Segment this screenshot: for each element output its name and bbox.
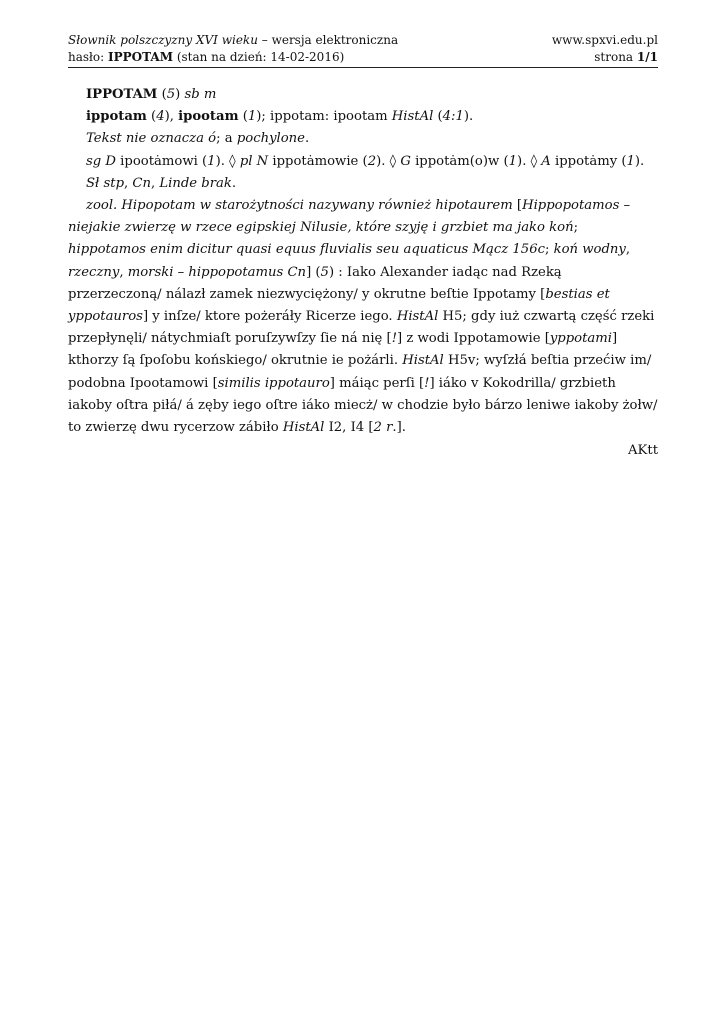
tekst-end: . <box>304 131 310 147</box>
quote-3-sic: ! <box>424 375 430 391</box>
tekst-sep: ; a <box>216 131 237 147</box>
source-histal-3: HistAl <box>282 420 325 436</box>
ref-cn: Cn <box>132 175 151 191</box>
tekst-pochylone: pochylone <box>236 131 305 147</box>
tekst-line <box>68 128 658 150</box>
author-signature: AKtt <box>628 443 658 459</box>
ref-linde: Linde brak <box>159 175 232 191</box>
ref-sep-2: , <box>151 175 160 191</box>
source-end: .]. <box>392 420 406 436</box>
source-histal-2: HistAl <box>402 353 444 369</box>
inflection-w4: ippotȧmy ( <box>550 153 627 169</box>
headword-line: IPPOTAM (5) sb m <box>86 87 217 102</box>
definition-text: zool. Hipopotam w starożytności nazywany również hipotaurem <box>86 198 517 214</box>
header-row-1 <box>68 32 658 49</box>
gloss-sep-2: ; <box>544 242 554 258</box>
inflection-e2: ). ◊ <box>376 153 401 169</box>
quote-1: ) : Iako Alexander iadąc nad Rzeką przerzeczoną/ nálazł zamek niezwyciężony/ y okrutne beſtie Ippotamy [ <box>68 264 562 302</box>
ref-sl-stp: Sł stp <box>86 175 125 191</box>
inflection-n1: 1 <box>207 153 216 169</box>
inflection-w1: ipootȧmowi ( <box>115 153 208 169</box>
inflection-e1: ). ◊ <box>215 153 240 169</box>
form-2: ipootam <box>178 109 239 125</box>
inflection-g: G <box>400 153 411 169</box>
gloss-latin: hippotamos enim dicitur quasi equus fluvialis seu aquaticus Mącz 156c <box>68 242 545 258</box>
part-of-speech: sb m <box>184 87 217 102</box>
quote-2-sic: ! <box>391 331 397 347</box>
entry-content <box>68 84 658 462</box>
source-count: 2 r <box>373 420 393 436</box>
headword: IPPOTAM <box>86 87 158 102</box>
quote-2-mid: ] z wodi Ippotamowie [ <box>397 331 550 347</box>
form-2-count: 1 <box>247 109 257 125</box>
inflection-w3: ippotȧm(o)w ( <box>410 153 509 169</box>
haslo-label: hasło: <box>68 50 109 64</box>
inflection-pl: pl N <box>239 153 269 169</box>
dictionary-title-rest: – wersja elektroniczna <box>257 33 399 47</box>
quote-1-end: ] y inſze/ ktore pożeráły Ricerze iego. <box>142 309 397 325</box>
gloss-rzeczny: rzeczny <box>68 264 120 280</box>
quote-3-end: ] iáko v Kokodrilla/ grzbieth iakoby oſtra piłá/ á zęby iego oſtre iáko miecż/ w chodzie było bárzo leniwe iakoby żołw/ to zwierzę dwu rycerzow zábiło <box>68 375 658 436</box>
page-header <box>68 32 658 66</box>
quote-3: H5v; wyſzłá beſtia przećiw im/ podobna Ipootamowi [ <box>68 353 652 391</box>
inflection-a: A <box>541 153 551 169</box>
entry-info <box>68 49 344 66</box>
forms-rest: ; ippotam: ipootam <box>261 109 392 125</box>
haslo-date: (stan na dzień: 14-02-2016) <box>173 50 345 64</box>
forms-line: ippotam (4), ipootam (1); ippotam: ipootam HistAl (4:1). <box>86 109 474 125</box>
headword-count: 5 <box>166 87 176 102</box>
inflection-n2: 2 <box>367 153 377 169</box>
dictionary-title-italic: Słownik polszczyzny XVI wieku <box>68 33 258 47</box>
form-1: ippotam <box>86 109 147 125</box>
haslo-word: IPPOTAM <box>108 50 173 64</box>
inflection-w2: ippotȧmowie ( <box>268 153 368 169</box>
inflection-e4: ). <box>634 153 645 169</box>
tekst-note: Tekst nie oznacza ó <box>86 131 217 147</box>
gloss-morski: morski – hippopotamus Cn <box>127 264 307 280</box>
inflection-sg: sg D <box>86 153 116 169</box>
form-1-count: 4 <box>156 109 165 125</box>
gloss-sep-4: , <box>119 264 128 280</box>
quote-3-gloss: similis ippotauro <box>217 375 330 391</box>
forms-location: 4:1 <box>442 109 464 125</box>
inflection-line <box>68 151 658 173</box>
source-loc: I2, I4 [ <box>324 420 374 436</box>
source-histal-1: HistAl <box>396 309 439 325</box>
header-rule <box>68 67 658 68</box>
quote-2-end: ] kthorzy ſą ſpoſobu końskiego/ okrutnie ie pożárli. <box>68 331 618 369</box>
quote-1-gloss: bestias et yppotauros <box>68 286 610 325</box>
inflection-n3: 1 <box>508 153 518 169</box>
count-open: ] ( <box>306 264 321 280</box>
definition-count: 5 <box>320 264 329 280</box>
definition-paragraph <box>68 195 658 439</box>
ref-end: . <box>231 175 237 191</box>
inflection-n4: 1 <box>626 153 635 169</box>
ref-sep-1: , <box>124 175 133 191</box>
gloss-sep-3: , <box>625 242 631 258</box>
quote-2: H5; gdy iuż czwartą część rzeki przepłynęli/ nátychmiaſt poruſzywſzy ſie ná nię [ <box>68 309 655 347</box>
gloss-maczynski: Hippopotamos – niejakie zwierzę w rzece egipskiej Nilusie, które szyję i grzbiet ma jako koń <box>68 198 631 236</box>
definition-bracket: [ <box>516 198 523 214</box>
page-number: 1/1 <box>636 50 658 64</box>
gloss-sep-1: ; <box>573 220 579 236</box>
header-row-2 <box>68 49 658 66</box>
gloss-kon-wodny: koń wodny <box>553 242 626 258</box>
quote-3-mid: ] máiąc perſi [ <box>329 375 425 391</box>
site-url[interactable]: www.spxvi.edu.pl <box>551 33 658 47</box>
dictionary-title <box>68 32 398 49</box>
inflection-e3: ). ◊ <box>517 153 542 169</box>
forms-source: HistAl <box>391 109 434 125</box>
references-line <box>68 173 658 195</box>
page-indicator <box>594 49 658 66</box>
page-label: strona <box>594 50 637 64</box>
quote-2-gloss: yppotami <box>549 331 613 347</box>
